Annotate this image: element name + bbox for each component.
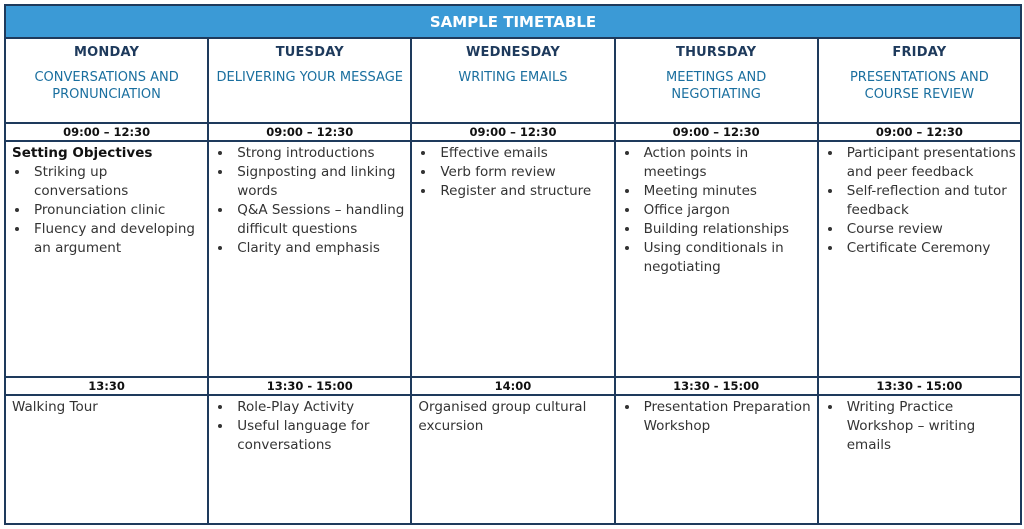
- list-item: • Q&A Sessions – handling difficult questions: [233, 201, 406, 239]
- afternoon-content-thursday: [615, 395, 818, 524]
- session-list: [825, 144, 1016, 258]
- session-list: [215, 144, 406, 258]
- morning-time-wednesday: 09:00 – 12:30: [411, 123, 614, 141]
- day-name: THURSDAY: [676, 45, 757, 61]
- day-topic: CONVERSATIONS AND PRONUNCIATION: [34, 70, 179, 103]
- afternoon-content-wednesday: [411, 395, 614, 524]
- list-item: • Signposting and linking words: [233, 163, 406, 201]
- afternoon-time-monday: 13:30: [5, 377, 208, 395]
- day-topic: PRESENTATIONS AND COURSE REVIEW: [849, 70, 989, 103]
- session-list: [622, 144, 813, 277]
- day-header-row: [5, 38, 1021, 123]
- session-list: [215, 398, 406, 455]
- afternoon-time-thursday: 13:30 - 15:00: [615, 377, 818, 395]
- afternoon-time-friday: 13:30 - 15:00: [818, 377, 1021, 395]
- session-list: [622, 398, 813, 436]
- list-item: • Building relationships: [640, 220, 813, 239]
- morning-content-wednesday: [411, 141, 614, 377]
- day-topic: WRITING EMAILS: [458, 70, 568, 86]
- morning-time-monday: 09:00 – 12:30: [5, 123, 208, 141]
- morning-time-friday: 09:00 – 12:30: [818, 123, 1021, 141]
- day-header-monday: [5, 38, 208, 123]
- list-item: • Strong introductions: [233, 144, 406, 163]
- list-item: • Action points in meetings: [640, 144, 813, 182]
- afternoon-time-tuesday: 13:30 - 15:00: [208, 377, 411, 395]
- timetable-title: SAMPLE TIMETABLE: [5, 5, 1021, 38]
- list-item: • Using conditionals in negotiating: [640, 239, 813, 277]
- session-list: [418, 144, 609, 201]
- list-item: • Participant presentations and peer feedback: [843, 144, 1016, 182]
- list-item: • Useful language for conversations: [233, 417, 406, 455]
- morning-content-row: [5, 141, 1021, 377]
- day-name: MONDAY: [74, 45, 140, 61]
- session-text: Walking Tour: [12, 398, 98, 415]
- list-item: • Pronunciation clinic: [30, 201, 203, 220]
- list-item: • Course review: [843, 220, 1016, 239]
- morning-time-thursday: 09:00 – 12:30: [615, 123, 818, 141]
- day-name: WEDNESDAY: [465, 45, 560, 61]
- session-text: Organised group cultural excursion: [418, 398, 587, 434]
- morning-time-row: [5, 123, 1021, 141]
- day-topic: DELIVERING YOUR MESSAGE: [216, 70, 404, 86]
- list-item: • Office jargon: [640, 201, 813, 220]
- afternoon-time-wednesday: 14:00: [411, 377, 614, 395]
- session-list: [825, 398, 1016, 455]
- morning-content-thursday: [615, 141, 818, 377]
- list-item: • Presentation Preparation Workshop: [640, 398, 813, 436]
- morning-time-tuesday: 09:00 – 12:30: [208, 123, 411, 141]
- list-item: • Self-reflection and tutor feedback: [843, 182, 1016, 220]
- session-list: [12, 163, 203, 258]
- afternoon-content-tuesday: [208, 395, 411, 524]
- afternoon-content-monday: [5, 395, 208, 524]
- timetable: [4, 4, 1022, 525]
- list-item: • Register and structure: [436, 182, 609, 201]
- day-header-friday: [818, 38, 1021, 123]
- day-name: FRIDAY: [892, 45, 947, 61]
- day-header-wednesday: [411, 38, 614, 123]
- day-name: TUESDAY: [275, 45, 344, 61]
- morning-content-monday: [5, 141, 208, 377]
- session-heading: Setting Objectives: [12, 145, 153, 162]
- list-item: • Verb form review: [436, 163, 609, 182]
- day-header-thursday: [615, 38, 818, 123]
- list-item: • Fluency and developing an argument: [30, 220, 203, 258]
- afternoon-content-row: [5, 395, 1021, 524]
- list-item: • Effective emails: [436, 144, 609, 163]
- list-item: • Certificate Ceremony: [843, 239, 1016, 258]
- morning-content-friday: [818, 141, 1021, 377]
- list-item: • Writing Practice Workshop – writing emails: [843, 398, 1016, 455]
- day-header-tuesday: [208, 38, 411, 123]
- list-item: • Striking up conversations: [30, 163, 203, 201]
- day-topic: MEETINGS AND NEGOTIATING: [666, 70, 767, 103]
- list-item: • Meeting minutes: [640, 182, 813, 201]
- list-item: • Role-Play Activity: [233, 398, 406, 417]
- morning-content-tuesday: [208, 141, 411, 377]
- afternoon-content-friday: [818, 395, 1021, 524]
- afternoon-time-row: [5, 377, 1021, 395]
- list-item: • Clarity and emphasis: [233, 239, 406, 258]
